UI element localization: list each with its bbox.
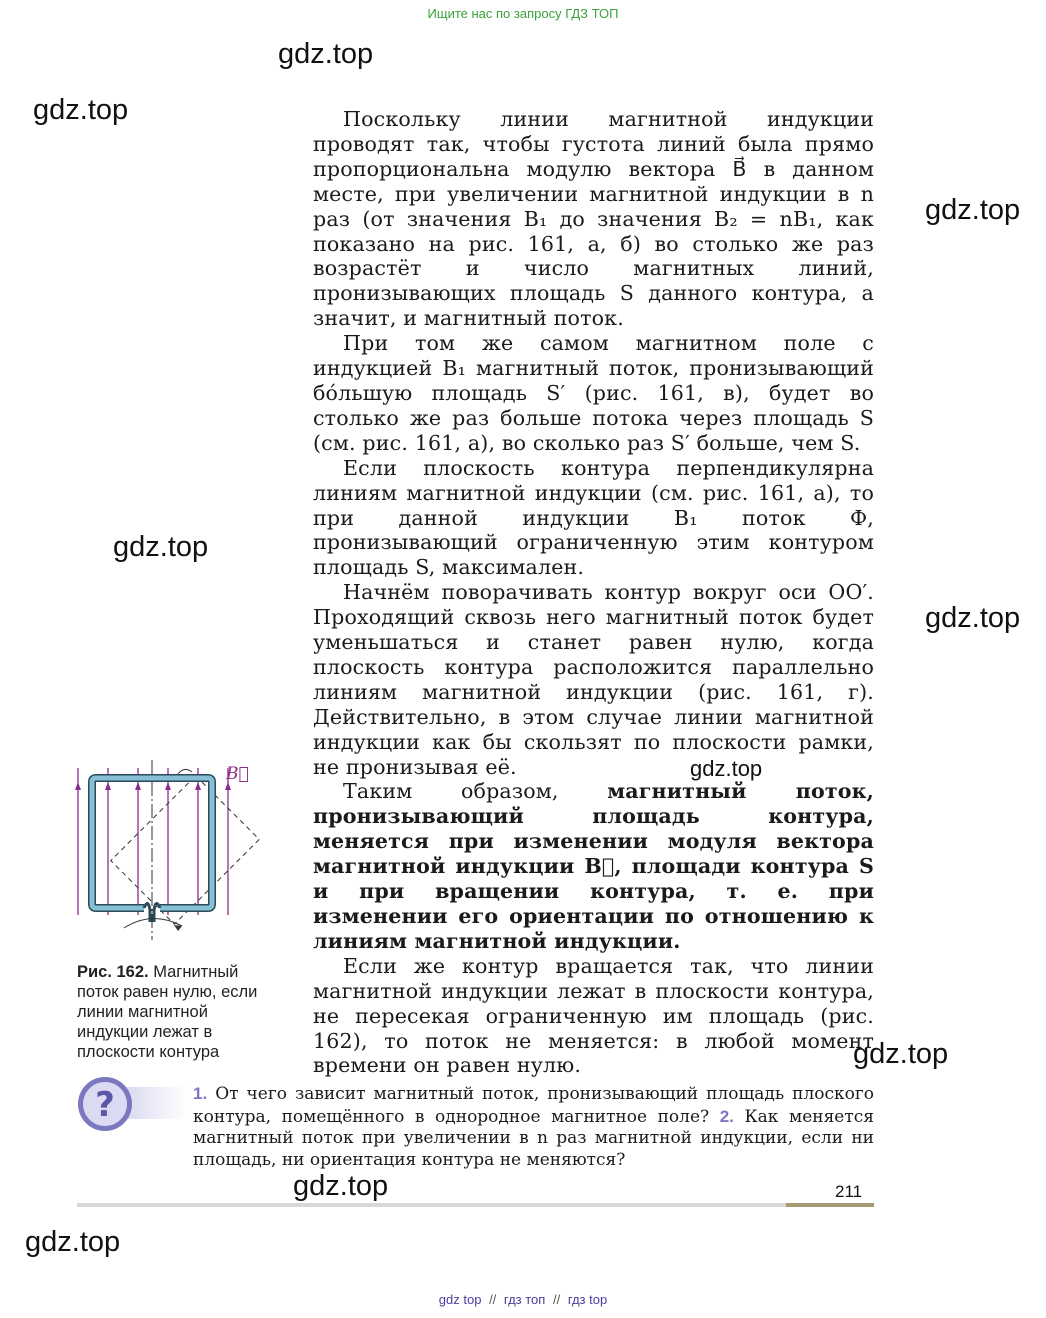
footer-link-gdz-top[interactable]: gdz top — [438, 1292, 482, 1307]
paragraph-5 — [313, 779, 874, 953]
page-number: 211 — [835, 1182, 863, 1201]
paragraph-5-lead: Таким образом, — [343, 779, 608, 804]
vector-b-label: B⃗ — [226, 764, 249, 784]
figure-caption-label: Рис. 162. — [77, 963, 149, 981]
paragraph-3: Если плоскость контура перпендикулярна линиям магнитной индукции (см. рис. 161, а), то при данной индукции B₁ поток Ф, пронизывающий ограниченную этим контуром площадь S, максимален. — [313, 455, 874, 580]
watermark: gdz.top — [33, 94, 129, 126]
svg-text:?: ? — [95, 1085, 115, 1125]
main-text — [313, 107, 874, 1078]
figure-caption-text: Магнитный поток равен нулю, если линии магнитной индукции лежат в плоскости контура — [77, 963, 258, 1061]
question-2-number: 2. — [719, 1106, 734, 1126]
watermark: gdz.top — [690, 756, 763, 781]
question-2-text: Как меняется магнитный поток при увеличении в n раз магнитной индукции, если ни площадь, ни ориентация контура не меняются? — [193, 1106, 875, 1170]
figure-caption — [77, 962, 277, 1062]
paragraph-4: Начнём поворачивать контур вокруг оси OO′. Проходящий сквозь него магнитный поток будет уменьшаться и станет равен нулю, когда плоскость контура расположится параллельно линиям магнитной индукции (рис. 161, г). Действительно, в этом случае линии магнитной индукции как бы скользят по плоскости рамки, не пронизывая её. — [313, 580, 874, 779]
review-questions — [193, 1083, 874, 1171]
footer-link-gdz-top-ru[interactable]: гдз топ — [503, 1292, 546, 1307]
top-banner[interactable]: Ищите нас по запросу ГДЗ ТОП — [427, 6, 619, 21]
paragraph-2: При том же самом магнитном поле с индукцией B₁ магнитный поток, пронизывающий бо́льшую площадь S′ (рис. 161, в), будет во столько же раз больше потока через площадь S (см. рис. 161, а), во сколько раз S′ больше, чем S. — [313, 331, 874, 455]
watermark: gdz.top — [113, 531, 209, 563]
paragraph-1: Поскольку линии магнитной индукции проводят так, чтобы густота линий была прямо пропорциональна модулю вектора B⃗ в данном месте, при увеличении магнитной индукции в n раз (от значения B₁ до значения B₂ = nB₁, как показано на рис. 161, а, б) во столько же раз возрастёт и число магнитных линий, пронизывающих площадь S данного контура, а значит, и магнитный поток. — [313, 107, 874, 331]
field-line-arrowheads — [75, 782, 231, 790]
paragraph-5-emphasis: магнитный поток, пронизывающий площадь контура, меняется при изменении модуля вектора магнитной индукции B⃗, площади контура S и при вращении контура, т. е. при изменении его ориентации по отношению к линиям магнитной индукции. — [313, 779, 874, 953]
footer-links — [0, 1292, 1046, 1307]
watermark: gdz.top — [853, 1038, 949, 1070]
bottom-rule-accent — [786, 1203, 874, 1207]
footer-separator: // — [552, 1292, 561, 1307]
footer-separator: // — [489, 1292, 497, 1307]
footer-link-gdz-top-mixed[interactable]: гдз top — [567, 1292, 608, 1307]
bottom-rule — [77, 1203, 787, 1207]
figure-162 — [70, 760, 280, 945]
question-mark-icon — [76, 1073, 188, 1137]
question-1-number: 1. — [193, 1084, 208, 1103]
rotated-frame-outline — [111, 776, 259, 924]
watermark: gdz.top — [278, 38, 374, 70]
watermark: gdz.top — [925, 602, 1021, 634]
watermark: gdz.top — [925, 194, 1021, 226]
paragraph-6: Если же контур вращается так, что линии магнитной индукции лежат в плоскости контура, не пересекая ограниченную им площадь (рис. 162), то поток не меняется: в любой момент времени он равен нулю. — [313, 953, 874, 1078]
question-1-text: От чего зависит магнитный поток, пронизывающий площадь плоского контура, помещённого в однородное магнитное поле? — [193, 1084, 875, 1127]
watermark: gdz.top — [25, 1226, 121, 1258]
watermark: gdz.top — [293, 1170, 389, 1202]
